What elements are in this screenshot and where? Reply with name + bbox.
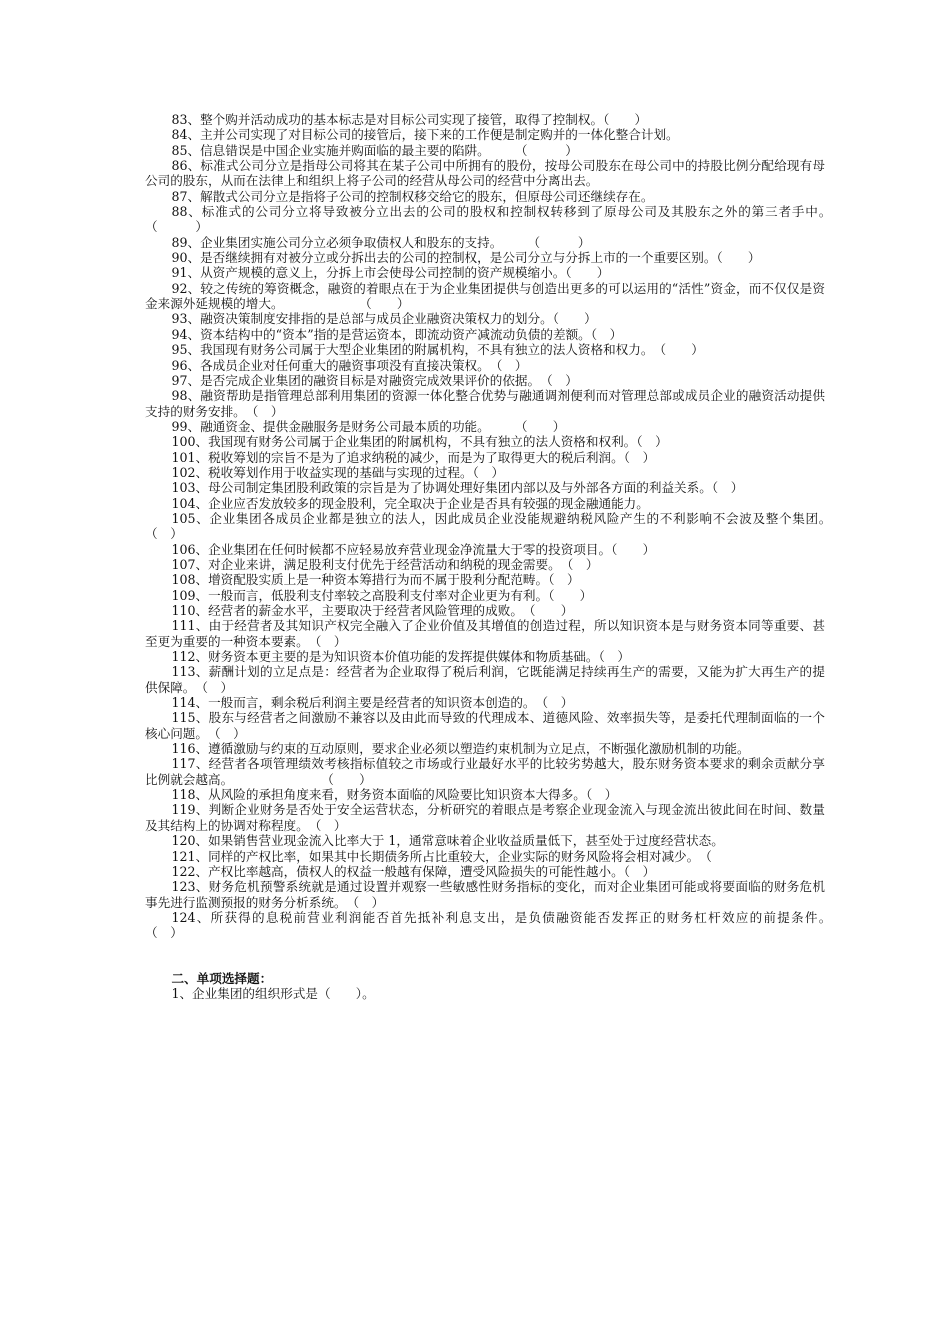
- question-item: 89、企业集团实施公司分立必须争取债权人和股东的支持。 （ ）: [171, 234, 591, 250]
- question-item: 114、一般而言，剩余税后利润主要是经营者的知识资本创造的。 （ ）: [171, 695, 574, 711]
- question-item: 110、经营者的薪金水平，主要取决于经营者风险管理的成败。 （ ）: [171, 603, 574, 618]
- question-item: 109、一般而言，低股利支付率较之高股利支付率对企业更为有利。（ ）: [171, 587, 593, 603]
- question-item: 96、各成员企业对任何重大的融资事项没有直接决策权。 （ ）: [171, 357, 528, 373]
- question-item: 86、标准式公司分立是指母公司将其在某子公司中所拥有的股份，按母公司股东在母公司中的持股比例分配给现有母公司的股东，从而在法律上和组织上将子公司的经营从母公司的经营中分离出去。: [145, 158, 825, 189]
- question-item: 83、整个购并活动成功的基本标志是对目标公司实现了接管，取得了控制权。（ ）: [171, 112, 648, 127]
- question-item: 92、较之传统的筹资概念，融资的着眼点在于为企业集团提供与创造出更多的可以运用的“活性”资金，而不仅仅是资金来源外延规模的增大。 （ ）: [145, 280, 825, 312]
- question-item: 104、企业应否发放较多的现金股利，完全取决于企业是否具有较强的现金融通能力。: [171, 495, 649, 511]
- question-item: 94、资本结构中的“资本”指的是营运资本，即流动资产减流动负债的差额。（ ）: [171, 326, 623, 342]
- question-item: 118、从风险的承担角度来看，财务资本面临的风险要比知识资本大得多。（ ）: [171, 787, 618, 803]
- section-spacer: [145, 941, 825, 971]
- question-item: 102、税收筹划作用于收益实现的基础与实现的过程。（ ）: [171, 464, 505, 480]
- question-item: 113、薪酬计划的立足点是：经营者为企业取得了税后利润，它既能满足持续再生产的需要，又能为扩大再生产的提供保障。 （ ）: [145, 664, 825, 695]
- question-item: 101、税收筹划的宗旨不是为了追求纳税的减少，而是为了取得更大的税后利润。（ ）: [171, 449, 656, 465]
- question-item: 116、遵循激励与约束的互动原则，要求企业必须以塑造约束机制为立足点，不断强化激励机制的功能。: [171, 741, 750, 757]
- question-item: 105、企业集团各成员企业都是独立的法人，因此成员企业没能规避纳税风险产生的不利影响不会波及整个集团。 （ ）: [145, 510, 838, 542]
- section-title: 二、单项选择题：: [171, 970, 273, 986]
- question-item: 112、财务资本更主要的是为知识资本价值功能的发挥提供媒体和物质基础。（ ）: [171, 649, 630, 665]
- question-item: 120、如果销售营业现金流入比率大于 1，通常意味着企业收益质量低下，甚至处于过度经营状态。: [171, 833, 724, 849]
- question-item: 100、我国现有财务公司属于企业集团的附属机构，不具有独立的法人资格和权利。（ ）: [171, 434, 668, 450]
- question-item: 97、是否完成企业集团的融资目标是对融资完成效果评价的依据。 （ ）: [171, 372, 578, 388]
- document-page: [145, 112, 888, 1001]
- question-item: 88、标准式的公司分立将导致被分立出去的公司的股权和控制权转移到了原母公司及其股东之外的第三者手中。 （ ）: [145, 204, 888, 235]
- question-item: 95、我国现有财务公司属于大型企业集团的附属机构，不具有独立的法人资格和权力。 （ ）: [171, 342, 704, 358]
- question-item: 117、经营者各项管理绩效考核指标值较之市场或行业最好水平的比较劣势越大，股东财务资本要求的剩余贡献分享比例就会越高。 （ ）: [145, 756, 825, 787]
- question-item: 115、股东与经营者之间激励不兼容以及由此而导致的代理成本、道德风险、效率损失等，是委托代理制面临的一个核心问题。 （ ）: [145, 710, 825, 741]
- question-item: 93、融资决策制度安排指的是总部与成员企业融资决策权力的划分。（ ）: [171, 311, 597, 327]
- question-item: 121、同样的产权比率，如果其中长期债务所占比重较大，企业实际的财务风险将会相对减少。 （: [171, 848, 712, 864]
- question-item: 106、企业集团在任何时候都不应轻易放弃营业现金净流量大于零的投资项目。（ ）: [171, 541, 656, 557]
- question-item: 90、是否继续拥有对被分立或分拆出去的公司的控制权，是公司分立与分拆上市的一个重要区别。（ ）: [171, 250, 761, 266]
- question-item: 122、产权比率越高，债权人的权益一般越有保障，遭受风险损失的可能性越小。（ ）: [171, 863, 656, 879]
- question-item: 107、对企业来讲，满足股利支付优先于经营活动和纳税的现金需要。 （ ）: [171, 556, 599, 572]
- question-item: 99、融通资金、提供金融服务是财务公司最本质的功能。 （ ）: [171, 418, 566, 434]
- single-choice-section: [145, 971, 825, 1002]
- question-item: 91、从资产规模的意义上，分拆上市会使母公司控制的资产规模缩小。（ ）: [171, 265, 610, 281]
- question-item: 87、解散式公司分立是指将子公司的控制权移交给它的股东，但原母公司还继续存在。: [171, 188, 654, 204]
- question-item: 123、财务危机预警系统就是通过设置并观察一些敏感性财务指标的变化，而对企业集团可能或将要面临的财务危机事先进行监测预报的财务分析系统。 （ ）: [145, 879, 825, 910]
- question-item: 84、主并公司实现了对目标公司的接管后，接下来的工作便是制定购并的一体化整合计划。: [171, 127, 679, 143]
- question-item: 119、判断企业财务是否处于安全运营状态，分析研究的着眼点是考察企业现金流入与现金流出彼此间在时间、数量及其结构上的协调对称程度。 （ ）: [145, 802, 825, 833]
- question-item: 98、融资帮助是指管理总部利用集团的资源一体化整合优势与融通调剂便利而对管理总部或成员企业的融资活动提供支持的财务安排。 （ ）: [145, 388, 825, 419]
- question-item: 124、所获得的息税前营业利润能否首先抵补利息支出，是负债融资能否发挥正的财务杠杆效应的前提条件。 （ ）: [145, 909, 876, 941]
- question-item: 111、由于经营者及其知识产权完全融入了企业价值及其增值的创造过程，所以知识资本是与财务资本同等重要、甚至更为重要的一种资本要素。 （ ）: [145, 618, 825, 649]
- question-item: 85、信息错误是中国企业实施并购面临的最主要的陷阱。 （ ）: [171, 142, 578, 158]
- question-item: 103、母公司制定集团股利政策的宗旨是为了协调处理好集团内部以及与外部各方面的利益关系。（ ）: [171, 480, 744, 496]
- true-false-question-list: [145, 112, 888, 941]
- question-item: 108、增资配股实质上是一种资本筹措行为而不属于股利分配范畴。（ ）: [171, 572, 580, 588]
- question-item: 1、企业集团的组织形式是（ ）。: [171, 985, 375, 1001]
